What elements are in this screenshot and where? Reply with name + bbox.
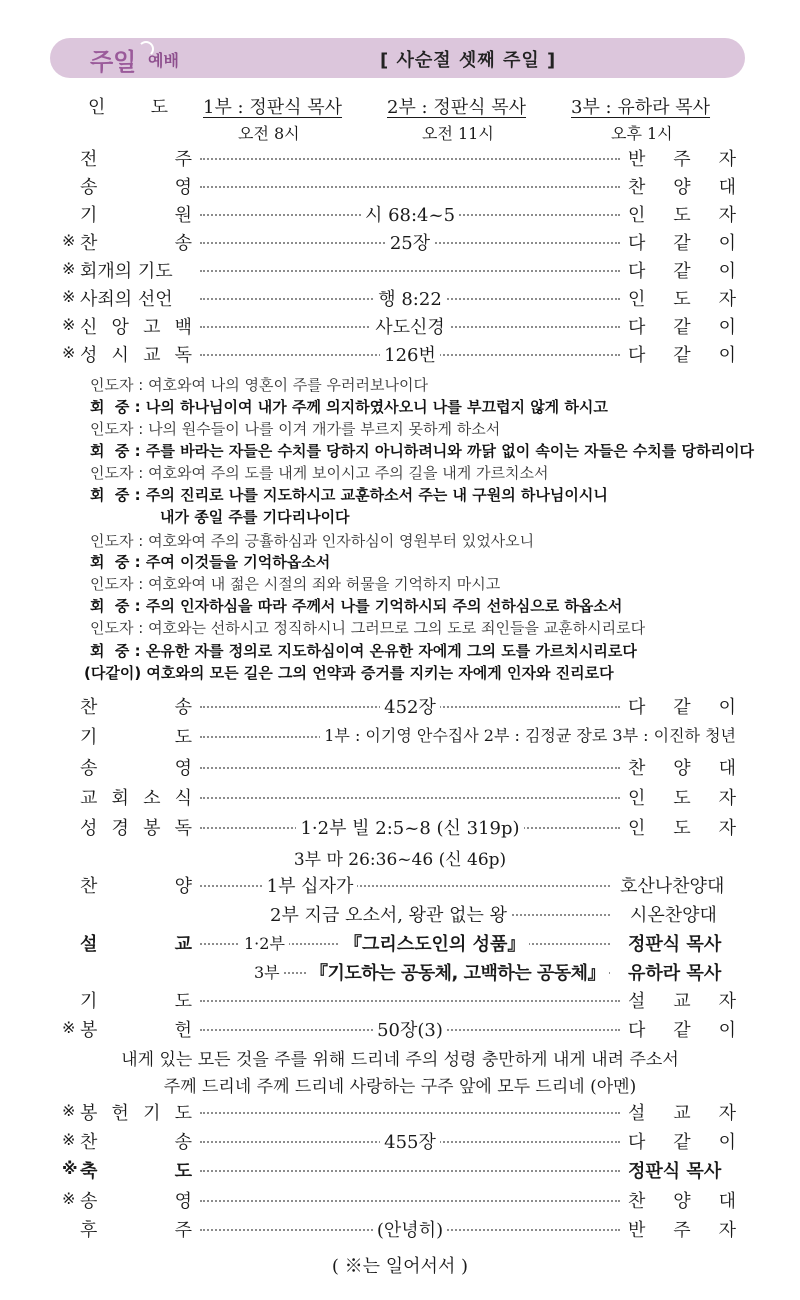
reading-leader-line bbox=[90, 617, 645, 638]
sermon-line-1 bbox=[0, 930, 800, 958]
order-label-char: 봉 bbox=[80, 1020, 98, 1041]
performer-char: 같 bbox=[673, 261, 691, 282]
service-3-time: 오후 1시 bbox=[611, 124, 673, 143]
order-label-char: 송 bbox=[174, 233, 192, 254]
order-label-char: 기 bbox=[80, 727, 98, 748]
performer-char: 양 bbox=[673, 758, 691, 779]
stand-marker: ※ bbox=[62, 1189, 76, 1208]
reading-congregation-line bbox=[90, 640, 637, 661]
performer-char: 다 bbox=[628, 345, 646, 366]
order-label-char: 소 bbox=[143, 788, 161, 809]
performer-char: 이 bbox=[718, 1020, 736, 1041]
order-label-char: 송 bbox=[80, 177, 98, 198]
performer-char: 다 bbox=[628, 317, 646, 338]
order-label-char: 송 bbox=[80, 1191, 98, 1212]
order-label bbox=[80, 1187, 192, 1213]
sermon-label: 설 교 bbox=[80, 934, 192, 955]
order-label-char: 전 bbox=[80, 149, 98, 170]
order-performer bbox=[628, 1216, 736, 1242]
reading-speaker: 회 중 : bbox=[90, 486, 146, 504]
order-performer bbox=[628, 257, 736, 283]
order-label-char: 기 bbox=[80, 205, 98, 226]
reading-text: 나의 하나님이여 내가 주께 의지하였사오니 나를 부끄럽지 않게 하시고 bbox=[145, 398, 608, 416]
order-label bbox=[80, 784, 192, 810]
header-banner bbox=[50, 38, 745, 78]
order-performer bbox=[628, 201, 736, 227]
performer-char: 도 bbox=[673, 289, 691, 310]
order-label bbox=[80, 201, 192, 227]
order-content: 행 8:22 bbox=[374, 289, 446, 310]
order-content: 사도신경 bbox=[371, 317, 449, 338]
reading-text: 여호와여 나의 영혼이 주를 우러러보나이다 bbox=[148, 376, 428, 394]
order-label bbox=[80, 257, 192, 283]
order-row bbox=[0, 1099, 800, 1127]
performer-char: 자 bbox=[718, 818, 736, 839]
reading-text: 여호와의 모든 길은 그의 언약과 증거를 지키는 자에게 인자와 진리로다 bbox=[146, 664, 614, 682]
order-row bbox=[0, 814, 800, 842]
service-3-leader: 3부 : 유하라 목사 bbox=[571, 97, 711, 118]
order-label bbox=[80, 693, 192, 719]
order-label bbox=[80, 1128, 192, 1154]
reading-text: 여호와여 내 젊은 시절의 죄와 허물을 기억하지 마시고 bbox=[148, 575, 501, 593]
order-label-char: 고 bbox=[143, 317, 161, 338]
performer-char: 교 bbox=[673, 991, 691, 1012]
performer-char: 같 bbox=[673, 1020, 691, 1041]
performer-char: 다 bbox=[628, 697, 646, 718]
performer-char: 인 bbox=[628, 788, 646, 809]
performer-char: 인 bbox=[628, 205, 646, 226]
reading-speaker: 인도자 : bbox=[90, 575, 149, 593]
offering-hymn-line-2: 주께 드리네 주께 드리네 사랑하는 구주 앞에 모두 드리네 (아멘) bbox=[163, 1077, 637, 1097]
performer-char: 같 bbox=[673, 345, 691, 366]
order-label-char: 영 bbox=[174, 177, 192, 198]
reading-text: 온유한 자를 정의로 지도하심이여 온유한 자에게 그의 도를 가르치시리로다 bbox=[145, 642, 637, 660]
order-content: 1부 : 이기영 안수집사 2부 : 김정균 장로 3부 : 이진하 청년 bbox=[320, 726, 740, 745]
reading-text: 내가 종일 주를 기다리나이다 bbox=[160, 508, 350, 526]
order-label bbox=[80, 313, 192, 339]
order-label-char: 앙 bbox=[111, 317, 129, 338]
reading-text: 나의 원수들이 나를 이겨 개가를 부르지 못하게 하소서 bbox=[148, 420, 501, 438]
order-performer bbox=[628, 229, 736, 255]
stand-marker: ※ bbox=[62, 231, 76, 250]
reading-speaker: 인도자 : bbox=[90, 420, 149, 438]
order-label-char: 도 bbox=[174, 1103, 192, 1124]
stand-marker: ※ bbox=[62, 1159, 78, 1178]
order-row bbox=[0, 1216, 800, 1244]
reading-speaker: 회 중 : bbox=[90, 553, 146, 571]
order-label-char: 송 bbox=[174, 697, 192, 718]
order-label-char: 기 bbox=[143, 1103, 161, 1124]
performer-char: 인 bbox=[628, 818, 646, 839]
order-label bbox=[80, 814, 192, 840]
order-label-char: 봉 bbox=[80, 1103, 98, 1124]
reading-text: 주의 인자하심을 따라 주께서 나를 기억하시되 주의 선하심으로 하옵소서 bbox=[145, 597, 623, 615]
performer-char: 설 bbox=[628, 991, 646, 1012]
performer-char: 인 bbox=[628, 289, 646, 310]
reading-speaker: 인도자 : bbox=[90, 376, 149, 394]
performer-char: 자 bbox=[718, 1220, 736, 1241]
order-label-char: 성 bbox=[80, 345, 98, 366]
order-label-char: 봉 bbox=[143, 818, 161, 839]
stand-marker: ※ bbox=[62, 259, 76, 278]
order-row bbox=[0, 1187, 800, 1215]
performer-char: 찬 bbox=[628, 177, 646, 198]
service-2-leader: 2부 : 정판식 목사 bbox=[387, 97, 527, 118]
order-label-char: 독 bbox=[174, 345, 192, 366]
order-label-char: 헌 bbox=[111, 1103, 129, 1124]
order-row bbox=[0, 754, 800, 782]
order-performer bbox=[628, 145, 736, 171]
performer-char: 자 bbox=[718, 289, 736, 310]
sermon-line-2 bbox=[0, 959, 800, 987]
order-content: 126번 bbox=[380, 345, 440, 366]
order-content: 시 68:4~5 bbox=[361, 205, 459, 226]
reading-congregation-line bbox=[84, 662, 614, 683]
order-label-char: 헌 bbox=[174, 1020, 192, 1041]
performer-char: 이 bbox=[718, 317, 736, 338]
performer-char: 다 bbox=[628, 261, 646, 282]
order-content: 1·2부 빌 2:5~8 (신 319p) bbox=[296, 818, 523, 839]
order-performer bbox=[628, 1099, 736, 1125]
order-label bbox=[80, 1216, 192, 1242]
performer-char: 다 bbox=[628, 233, 646, 254]
performer-char: 설 bbox=[628, 1103, 646, 1124]
sermon-2-preacher: 유하라 목사 bbox=[628, 959, 721, 985]
reading-congregation-line bbox=[90, 484, 608, 505]
sermon-2-prefix: 3부 bbox=[250, 960, 284, 983]
order-row bbox=[0, 201, 800, 229]
order-performer bbox=[628, 987, 736, 1013]
order-label bbox=[80, 341, 192, 367]
reading-speaker: 회 중 : bbox=[90, 597, 146, 615]
order-label bbox=[80, 987, 192, 1013]
performer-char: 도 bbox=[673, 818, 691, 839]
leader-dots bbox=[200, 1200, 620, 1202]
logo-main: 주일 bbox=[90, 48, 137, 76]
reading-speaker: 회 중 : bbox=[90, 398, 146, 416]
performer-char: 대 bbox=[718, 1191, 736, 1212]
reading-text: 주여 이것들을 기억하옵소서 bbox=[145, 553, 331, 571]
performer-char: 자 bbox=[718, 991, 736, 1012]
performer-char: 찬 bbox=[628, 1191, 646, 1212]
order-label bbox=[80, 1016, 192, 1042]
sermon-1-prefix: 1·2부 bbox=[240, 931, 289, 954]
performer-char: 반 bbox=[628, 149, 646, 170]
stand-marker: ※ bbox=[62, 287, 76, 306]
order-label-char: 교 bbox=[80, 788, 98, 809]
performer-char: 같 bbox=[673, 1132, 691, 1153]
order-label-char: 식 bbox=[174, 788, 192, 809]
order-label-char: 회개의 기도 bbox=[80, 261, 173, 282]
order-performer bbox=[628, 173, 736, 199]
performer-char: 다 bbox=[628, 1020, 646, 1041]
order-row bbox=[0, 313, 800, 341]
performer-char: 대 bbox=[718, 758, 736, 779]
stand-marker: ※ bbox=[62, 315, 76, 334]
reading-speaker: 인도자 : bbox=[90, 619, 149, 637]
leader-dots bbox=[200, 797, 620, 799]
order-row bbox=[0, 784, 800, 812]
order-performer bbox=[628, 1016, 736, 1042]
performer-char: 자 bbox=[718, 149, 736, 170]
order-label-char: 영 bbox=[174, 1191, 192, 1212]
order-row bbox=[0, 693, 800, 721]
order-label-char: 신 bbox=[80, 317, 98, 338]
order-label-char: 찬 bbox=[80, 233, 98, 254]
praise-1-content: 1부 십자가 bbox=[263, 876, 358, 897]
reading-leader-line bbox=[90, 374, 428, 395]
logo-sub: 예배 bbox=[148, 51, 179, 70]
order-label-char: 주 bbox=[174, 149, 192, 170]
offering-hymn-line-1: 내게 있는 모든 것을 주를 위해 드리네 주의 성령 충만하게 내게 내려 주소서 bbox=[121, 1050, 679, 1070]
order-label-char: 도 bbox=[174, 727, 192, 748]
leader-dots bbox=[200, 767, 620, 769]
reading-congregation-line bbox=[90, 440, 754, 461]
order-label bbox=[80, 723, 192, 749]
order-row bbox=[0, 723, 800, 751]
order-row bbox=[0, 285, 800, 313]
order-row bbox=[0, 257, 800, 285]
praise-row-2 bbox=[0, 901, 800, 929]
order-label-char: 경 bbox=[111, 818, 129, 839]
service-2-time: 오전 11시 bbox=[422, 124, 494, 143]
order-performer bbox=[628, 784, 736, 810]
performer-char: 주 bbox=[673, 149, 691, 170]
leader-dots bbox=[200, 186, 620, 188]
page-title: [ 사순절 셋째 주일 ] bbox=[380, 50, 557, 71]
order-label bbox=[80, 754, 192, 780]
praise-2-performer: 시온찬양대 bbox=[626, 901, 717, 927]
performer-char: 자 bbox=[718, 205, 736, 226]
reading-speaker: (다같이) bbox=[84, 664, 147, 682]
performer-char: 교 bbox=[673, 1103, 691, 1124]
order-performer bbox=[628, 285, 736, 311]
prelude-label: 인 도 bbox=[88, 97, 168, 118]
sermon-1-preacher: 정판식 목사 bbox=[628, 930, 721, 956]
leader-dots bbox=[200, 270, 620, 272]
order-row bbox=[0, 229, 800, 257]
reading-congregation-line bbox=[90, 595, 622, 616]
order-label-char: 도 bbox=[174, 991, 192, 1012]
order-label-char: 송 bbox=[174, 1132, 192, 1153]
sermon-1-title: 『그리스도인의 성품』 bbox=[340, 930, 529, 956]
reading-text: 여호와여 주의 도를 내게 보이시고 주의 길을 내게 가르치소서 bbox=[148, 464, 549, 482]
benediction-row bbox=[0, 1157, 800, 1185]
performer-char: 도 bbox=[673, 205, 691, 226]
order-row bbox=[0, 1128, 800, 1156]
order-label-char: 찬 bbox=[80, 1132, 98, 1153]
performer-char: 이 bbox=[718, 697, 736, 718]
performer-char: 이 bbox=[718, 1132, 736, 1153]
order-row bbox=[0, 987, 800, 1015]
stand-marker: ※ bbox=[62, 343, 76, 362]
performer-char: 같 bbox=[673, 697, 691, 718]
leader-dots bbox=[200, 1112, 620, 1114]
order-label-char: 찬 bbox=[80, 697, 98, 718]
order-label-char: 주 bbox=[174, 1220, 192, 1241]
order-label-char: 후 bbox=[80, 1220, 98, 1241]
reading-leader-line bbox=[90, 418, 500, 439]
order-row bbox=[0, 1016, 800, 1044]
order-label-char: 교 bbox=[143, 345, 161, 366]
stand-marker: ※ bbox=[62, 1130, 76, 1149]
performer-char: 주 bbox=[673, 1220, 691, 1241]
performer-char: 이 bbox=[718, 261, 736, 282]
order-label-char: 성 bbox=[80, 818, 98, 839]
reading-congregation-line bbox=[90, 551, 330, 572]
praise-2-content: 2부 지금 오소서, 왕관 없는 왕 bbox=[270, 905, 511, 926]
praise-1-performer: 호산나찬양대 bbox=[616, 872, 724, 898]
order-row bbox=[0, 145, 800, 173]
reading-speaker: 인도자 : bbox=[90, 464, 149, 482]
footnote: ( ※는 일어서서 ) bbox=[331, 1256, 469, 1277]
reading-congregation-line bbox=[90, 396, 608, 417]
service-1-time: 오전 8시 bbox=[238, 124, 300, 143]
reading-text: 주를 바라는 자들은 수치를 당하지 아니하려니와 까닭 없이 속이는 자들은 수치를 당하리이다 bbox=[145, 442, 754, 460]
order-label bbox=[80, 173, 192, 199]
order-label bbox=[80, 285, 192, 311]
order-label-char: 기 bbox=[80, 991, 98, 1012]
order-label bbox=[80, 145, 192, 171]
order-content: 25장 bbox=[386, 233, 434, 254]
order-content: 455장 bbox=[380, 1132, 440, 1153]
performer-char: 다 bbox=[628, 1132, 646, 1153]
performer-char: 찬 bbox=[628, 758, 646, 779]
reading-text: 여호와여 주의 긍휼하심과 인자하심이 영원부터 있었사오니 bbox=[148, 532, 535, 550]
stand-marker: ※ bbox=[62, 1101, 76, 1120]
performer-char: 대 bbox=[718, 177, 736, 198]
scripture-3rd-service: 3부 마 26:36~46 (신 46p) bbox=[293, 850, 507, 870]
performer-char: 이 bbox=[718, 233, 736, 254]
performer-char: 양 bbox=[673, 177, 691, 198]
order-performer bbox=[628, 1187, 736, 1213]
reading-leader-line bbox=[90, 530, 534, 551]
order-performer bbox=[628, 313, 736, 339]
order-label-char: 독 bbox=[174, 818, 192, 839]
order-label-char: 사죄의 선언 bbox=[80, 289, 173, 310]
order-row bbox=[0, 341, 800, 369]
order-content: (안녕히) bbox=[373, 1220, 447, 1241]
reading-leader-line bbox=[90, 573, 500, 594]
order-label-char: 영 bbox=[174, 758, 192, 779]
reading-leader-line bbox=[90, 462, 548, 483]
order-label-char: 원 bbox=[174, 205, 192, 226]
performer-char: 같 bbox=[673, 233, 691, 254]
service-1-leader: 1부 : 정판식 목사 bbox=[203, 97, 343, 118]
order-row bbox=[0, 173, 800, 201]
sermon-2-title: 『기도하는 공동체, 고백하는 공동체』 bbox=[306, 959, 609, 985]
reading-speaker: 회 중 : bbox=[90, 442, 146, 460]
stand-marker: ※ bbox=[62, 1018, 76, 1037]
order-performer bbox=[628, 341, 736, 367]
performer-char: 도 bbox=[673, 788, 691, 809]
order-performer bbox=[628, 814, 736, 840]
performer-char: 반 bbox=[628, 1220, 646, 1241]
order-content: 50장(3) bbox=[373, 1020, 447, 1041]
praise-row bbox=[0, 872, 800, 900]
order-content: 452장 bbox=[380, 697, 440, 718]
order-label bbox=[80, 229, 192, 255]
order-label bbox=[80, 1099, 192, 1125]
leader-dots bbox=[200, 1000, 620, 1002]
performer-char: 자 bbox=[718, 1103, 736, 1124]
performer-char: 이 bbox=[718, 345, 736, 366]
performer-char: 같 bbox=[673, 317, 691, 338]
benediction-label: 축 도 bbox=[80, 1161, 192, 1182]
reading-speaker: 회 중 : bbox=[90, 642, 146, 660]
praise-label: 찬 양 bbox=[80, 876, 192, 897]
reading-text: 주의 진리로 나를 지도하시고 교훈하소서 주는 내 구원의 하나님이시니 bbox=[145, 486, 608, 504]
benediction-performer: 정판식 목사 bbox=[628, 1157, 721, 1183]
reading-speaker: 인도자 : bbox=[90, 532, 149, 550]
reading-congregation-line bbox=[160, 506, 350, 527]
order-performer bbox=[628, 693, 736, 719]
order-label-char: 회 bbox=[111, 788, 129, 809]
order-label-char: 송 bbox=[80, 758, 98, 779]
order-label-char: 시 bbox=[111, 345, 129, 366]
leader-dots bbox=[200, 158, 620, 160]
performer-char: 양 bbox=[673, 1191, 691, 1212]
order-label-char: 백 bbox=[174, 317, 192, 338]
order-performer bbox=[628, 1128, 736, 1154]
order-performer bbox=[628, 754, 736, 780]
reading-text: 여호와는 선하시고 정직하시니 그러므로 그의 도로 죄인들을 교훈하시리로다 bbox=[148, 619, 646, 637]
performer-char: 자 bbox=[718, 788, 736, 809]
